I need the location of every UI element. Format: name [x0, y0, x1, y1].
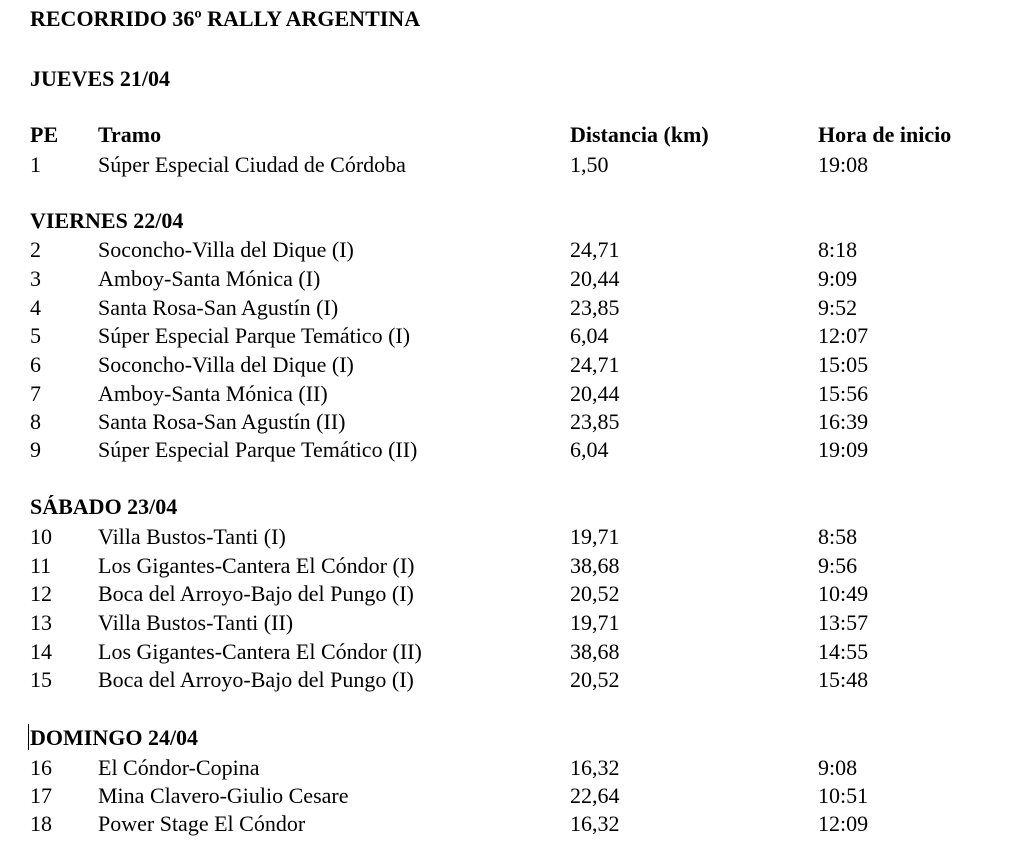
- stage-distancia: 24,71: [570, 237, 620, 262]
- stage-distancia: 23,85: [570, 409, 620, 434]
- stage-row: [0, 152, 1036, 180]
- stage-hora: 19:09: [818, 437, 869, 462]
- stage-row: [0, 811, 1036, 839]
- day-heading-viernes: VIERNES 22/04: [30, 208, 184, 233]
- document-title: RECORRIDO 36º RALLY ARGENTINA: [30, 6, 421, 31]
- stage-distancia: 20,44: [570, 266, 620, 291]
- stage-hora: 9:52: [818, 295, 858, 320]
- stage-pe: 10: [30, 524, 52, 549]
- stage-tramo: Súper Especial Ciudad de Córdoba: [98, 152, 406, 177]
- stage-hora: 14:55: [818, 639, 869, 664]
- day-heading-sabado: SÁBADO 23/04: [30, 494, 178, 519]
- text-cursor: [28, 724, 29, 750]
- stage-hora: 13:57: [818, 610, 869, 635]
- stage-distancia: 20,52: [570, 581, 620, 606]
- stage-tramo: Boca del Arroyo-Bajo del Pungo (I): [98, 581, 414, 606]
- stage-pe: 16: [30, 755, 52, 780]
- stage-hora: 19:08: [818, 152, 869, 177]
- stage-pe: 4: [30, 295, 41, 320]
- stage-distancia: 20,52: [570, 667, 620, 692]
- stage-hora: 15:48: [818, 667, 869, 692]
- stage-tramo: Santa Rosa-San Agustín (I): [98, 295, 339, 320]
- stage-hora: 8:18: [818, 237, 858, 262]
- stage-tramo: Boca del Arroyo-Bajo del Pungo (I): [98, 667, 414, 692]
- day-heading-domingo: DOMINGO 24/04: [30, 725, 199, 750]
- stage-pe: 12: [30, 581, 52, 606]
- stage-tramo: Súper Especial Parque Temático (I): [98, 323, 411, 348]
- stage-row: [0, 524, 1036, 552]
- stage-row: [0, 639, 1036, 667]
- stage-distancia: 20,44: [570, 381, 620, 406]
- stage-row: [0, 266, 1036, 294]
- stage-tramo: Amboy-Santa Mónica (I): [98, 266, 321, 291]
- stage-hora: 15:05: [818, 352, 869, 377]
- stage-row: [0, 755, 1036, 783]
- stage-distancia: 24,71: [570, 352, 620, 377]
- stage-tramo: Los Gigantes-Cantera El Cóndor (I): [98, 553, 415, 578]
- stage-row: [0, 610, 1036, 638]
- stage-row: [0, 437, 1036, 465]
- column-header-tramo: Tramo: [98, 122, 162, 147]
- stage-distancia: 22,64: [570, 783, 620, 808]
- stage-distancia: 19,71: [570, 524, 620, 549]
- column-header-hora: Hora de inicio: [818, 122, 952, 147]
- stage-row: [0, 352, 1036, 380]
- stage-tramo: Villa Bustos-Tanti (I): [98, 524, 286, 549]
- stage-hora: 8:58: [818, 524, 858, 549]
- stage-pe: 2: [30, 237, 41, 262]
- stage-tramo: Soconcho-Villa del Dique (I): [98, 352, 354, 377]
- stage-tramo: Amboy-Santa Mónica (II): [98, 381, 328, 406]
- stage-hora: 10:51: [818, 783, 869, 808]
- stage-row: [0, 237, 1036, 265]
- stage-pe: 7: [30, 381, 41, 406]
- stage-tramo: Mina Clavero-Giulio Cesare: [98, 783, 349, 808]
- stage-hora: 10:49: [818, 581, 869, 606]
- stage-tramo: Power Stage El Cóndor: [98, 811, 306, 836]
- stage-pe: 3: [30, 266, 41, 291]
- stage-pe: 17: [30, 783, 52, 808]
- stage-row: [0, 295, 1036, 323]
- stage-pe: 18: [30, 811, 52, 836]
- stage-distancia: 6,04: [570, 323, 609, 348]
- stage-pe: 8: [30, 409, 41, 434]
- stage-distancia: 38,68: [570, 553, 620, 578]
- stage-distancia: 16,32: [570, 811, 620, 836]
- stage-distancia: 19,71: [570, 610, 620, 635]
- stage-row: [0, 667, 1036, 695]
- stage-pe: 6: [30, 352, 41, 377]
- stage-tramo: Súper Especial Parque Temático (II): [98, 437, 418, 462]
- stage-tramo: El Cóndor-Copina: [98, 755, 260, 780]
- stage-row: [0, 581, 1036, 609]
- column-header-row: [0, 122, 1036, 150]
- stage-hora: 9:56: [818, 553, 858, 578]
- stage-hora: 16:39: [818, 409, 869, 434]
- stage-hora: 12:09: [818, 811, 869, 836]
- column-header-distancia: Distancia (km): [570, 122, 709, 147]
- day-heading-jueves: JUEVES 21/04: [30, 66, 170, 91]
- stage-pe: 11: [30, 553, 52, 578]
- stage-hora: 9:09: [818, 266, 858, 291]
- stage-pe: 9: [30, 437, 41, 462]
- stage-pe: 13: [30, 610, 52, 635]
- stage-distancia: 38,68: [570, 639, 620, 664]
- stage-distancia: 6,04: [570, 437, 609, 462]
- stage-tramo: Santa Rosa-San Agustín (II): [98, 409, 346, 434]
- stage-pe: 1: [30, 152, 41, 177]
- stage-pe: 15: [30, 667, 52, 692]
- stage-pe: 5: [30, 323, 41, 348]
- stage-pe: 14: [30, 639, 52, 664]
- stage-row: [0, 323, 1036, 351]
- stage-row: [0, 381, 1036, 409]
- stage-row: [0, 783, 1036, 811]
- stage-distancia: 16,32: [570, 755, 620, 780]
- stage-hora: 15:56: [818, 381, 869, 406]
- stage-tramo: Villa Bustos-Tanti (II): [98, 610, 294, 635]
- column-header-pe: PE: [30, 122, 59, 147]
- stage-hora: 9:08: [818, 755, 858, 780]
- stage-hora: 12:07: [818, 323, 869, 348]
- stage-distancia: 23,85: [570, 295, 620, 320]
- stage-tramo: Soconcho-Villa del Dique (I): [98, 237, 354, 262]
- stage-tramo: Los Gigantes-Cantera El Cóndor (II): [98, 639, 422, 664]
- stage-row: [0, 409, 1036, 437]
- stage-distancia: 1,50: [570, 152, 609, 177]
- stage-row: [0, 553, 1036, 581]
